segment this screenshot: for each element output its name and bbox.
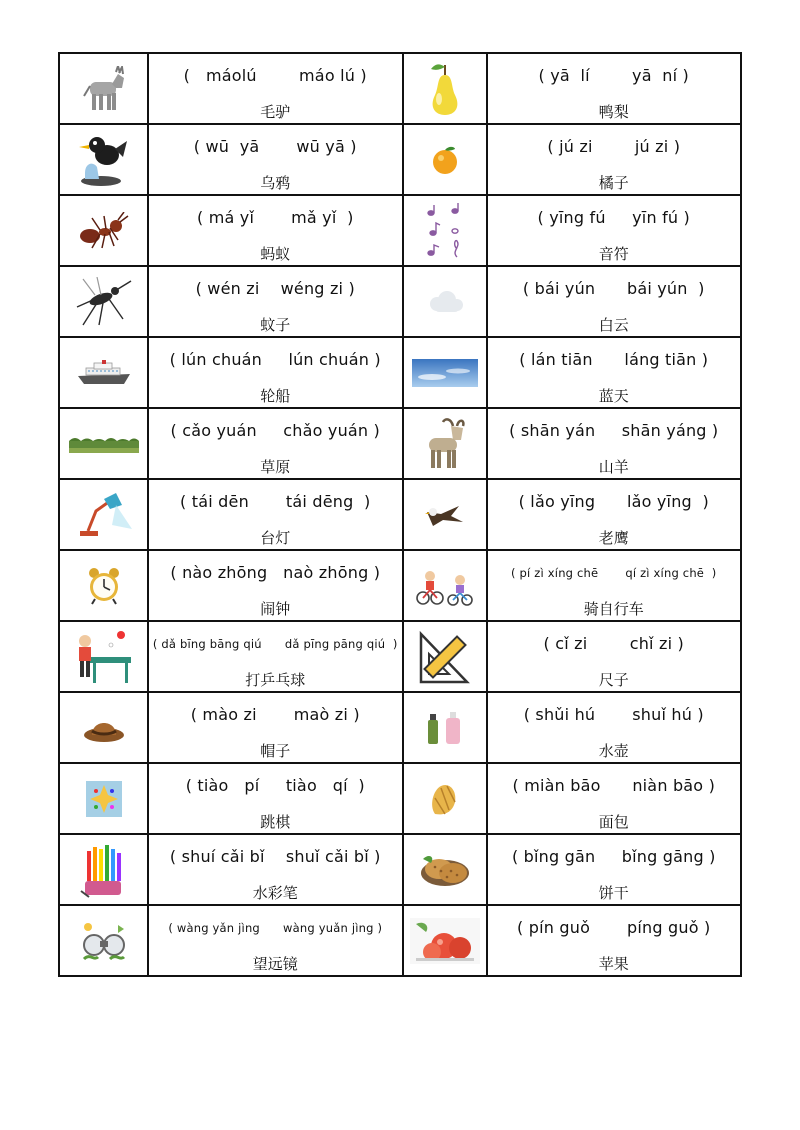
left-picture-cell — [59, 692, 148, 763]
chinese-word: 蚂蚁 — [260, 245, 291, 263]
left-picture-cell — [59, 550, 148, 621]
chinese-word: 轮船 — [260, 387, 291, 405]
left-word-cell — [148, 408, 403, 479]
right-word-cell — [487, 124, 742, 195]
right-picture-cell — [403, 53, 487, 124]
left-word-cell — [148, 621, 403, 692]
left-word-cell — [148, 479, 403, 550]
pinyin-choices: ( cǎo yuán chǎo yuán ) — [170, 421, 380, 440]
chinese-word: 打乒乓球 — [245, 671, 306, 689]
pinyin-choices: ( bái yún bái yún ) — [522, 279, 705, 298]
chinese-word: 苹果 — [598, 955, 629, 973]
donkey-icon — [60, 66, 147, 112]
right-word-cell — [487, 479, 742, 550]
music-notes-icon — [404, 203, 486, 259]
pinyin-choices: ( dǎ bīng bāng qiú dǎ pīng pāng qiú ) — [152, 637, 398, 651]
pinyin-choices: ( wū yā wū yā ) — [193, 137, 357, 156]
right-word-cell — [487, 905, 742, 976]
ant-icon — [60, 212, 147, 250]
left-word-cell — [148, 550, 403, 621]
chinese-word: 水壶 — [598, 742, 629, 760]
right-word-cell — [487, 763, 742, 834]
hat-icon — [60, 713, 147, 743]
right-picture-cell — [403, 834, 487, 905]
right-picture-cell — [403, 905, 487, 976]
worksheet-row — [59, 621, 741, 692]
left-picture-cell — [59, 195, 148, 266]
chinese-word: 水彩笔 — [252, 884, 298, 902]
right-picture-cell — [403, 479, 487, 550]
worksheet-row — [59, 337, 741, 408]
ruler-icon — [404, 630, 486, 684]
pinyin-choices: ( shuí cǎi bǐ shuǐ cǎi bǐ ) — [169, 847, 381, 866]
apple-icon — [404, 918, 486, 964]
pinyin-choices: ( miàn bāo niàn bāo ) — [512, 776, 716, 795]
worksheet-row — [59, 550, 741, 621]
chinese-word: 白云 — [598, 316, 629, 334]
pinyin-choices: ( tiào pí tiào qí ) — [185, 776, 365, 795]
pinyin-choices: ( lán tiān láng tiān ) — [519, 350, 709, 369]
worksheet-row — [59, 479, 741, 550]
chinese-word: 闹钟 — [260, 600, 291, 618]
worksheet-row — [59, 905, 741, 976]
left-word-cell — [148, 124, 403, 195]
pinyin-choices: ( cǐ zi chǐ zi ) — [543, 634, 684, 653]
chinese-word: 帽子 — [260, 742, 291, 760]
pinyin-choices: ( wén zi wéng zi ) — [195, 279, 355, 298]
chinese-word: 山羊 — [598, 458, 629, 476]
left-word-cell — [148, 53, 403, 124]
worksheet-row — [59, 834, 741, 905]
worksheet-row — [59, 692, 741, 763]
chinese-word: 橘子 — [598, 174, 629, 192]
blue-sky-icon — [404, 359, 486, 387]
left-picture-cell — [59, 479, 148, 550]
cloud-icon — [404, 290, 486, 314]
chinese-word: 老鹰 — [598, 529, 629, 547]
worksheet-row — [59, 53, 741, 124]
telescope-icon — [60, 919, 147, 963]
pinyin-choices: ( mào zi maò zi ) — [190, 705, 360, 724]
alarm-clock-icon — [60, 566, 147, 606]
desk-lamp-icon — [60, 493, 147, 537]
chinese-word: 草原 — [260, 458, 291, 476]
left-word-cell — [148, 266, 403, 337]
right-picture-cell — [403, 550, 487, 621]
chinese-word: 蓝天 — [598, 387, 629, 405]
right-picture-cell — [403, 266, 487, 337]
pinyin-choices: ( jú zi jú zi ) — [547, 137, 681, 156]
left-picture-cell — [59, 53, 148, 124]
right-picture-cell — [403, 408, 487, 479]
pinyin-choices: ( lún chuán lún chuán ) — [169, 350, 381, 369]
left-word-cell — [148, 763, 403, 834]
pinyin-choices: ( bǐng gān bǐng gāng ) — [511, 847, 716, 866]
chinese-word: 蚊子 — [260, 316, 291, 334]
right-word-cell — [487, 621, 742, 692]
biscuit-icon — [404, 851, 486, 889]
watercolor-pens-icon — [60, 841, 147, 899]
pinyin-choices: ( yīng fú yīn fú ) — [537, 208, 690, 227]
pinyin-choices: ( nào zhōng naò zhōng ) — [170, 563, 381, 582]
pinyin-choices: ( wàng yǎn jìng wàng yuǎn jìng ) — [168, 921, 383, 935]
water-bottle-icon — [404, 710, 486, 746]
left-picture-cell — [59, 834, 148, 905]
orange-icon — [404, 145, 486, 175]
pinyin-worksheet-table — [58, 52, 742, 977]
worksheet-row — [59, 124, 741, 195]
pinyin-choices: ( má yǐ mǎ yǐ ) — [196, 208, 354, 227]
pinyin-choices: ( máolú máo lú ) — [183, 66, 367, 85]
right-word-cell — [487, 550, 742, 621]
chinese-word: 台灯 — [260, 529, 291, 547]
right-word-cell — [487, 53, 742, 124]
eagle-icon — [404, 502, 486, 528]
chinese-word: 尺子 — [598, 671, 629, 689]
left-word-cell — [148, 905, 403, 976]
right-picture-cell — [403, 337, 487, 408]
grassland-icon — [60, 435, 147, 453]
left-word-cell — [148, 337, 403, 408]
chinese-word: 乌鸦 — [260, 174, 291, 192]
left-picture-cell — [59, 124, 148, 195]
worksheet-row — [59, 195, 741, 266]
worksheet-row — [59, 408, 741, 479]
bicycle-kids-icon — [404, 566, 486, 606]
chinese-word: 面包 — [598, 813, 629, 831]
left-word-cell — [148, 692, 403, 763]
left-word-cell — [148, 195, 403, 266]
right-picture-cell — [403, 195, 487, 266]
goat-icon — [404, 418, 486, 470]
left-picture-cell — [59, 905, 148, 976]
left-picture-cell — [59, 266, 148, 337]
right-word-cell — [487, 692, 742, 763]
ship-icon — [60, 360, 147, 386]
right-picture-cell — [403, 692, 487, 763]
chinese-word: 骑自行车 — [583, 600, 644, 618]
worksheet-row — [59, 266, 741, 337]
left-word-cell — [148, 834, 403, 905]
pinyin-choices: ( tái dēn tái dēng ) — [180, 492, 371, 511]
right-word-cell — [487, 195, 742, 266]
right-word-cell — [487, 408, 742, 479]
pinyin-choices: ( yā lí yā ní ) — [538, 66, 689, 85]
bread-icon — [404, 780, 486, 818]
chinese-word: 音符 — [598, 245, 629, 263]
left-picture-cell — [59, 763, 148, 834]
chinese-word: 饼干 — [598, 884, 629, 902]
right-word-cell — [487, 266, 742, 337]
ping-pong-icon — [60, 629, 147, 685]
chinese-word: 毛驴 — [260, 103, 291, 121]
left-picture-cell — [59, 621, 148, 692]
worksheet-row — [59, 763, 741, 834]
chinese-word: 鸭梨 — [598, 103, 629, 121]
pinyin-choices: ( shān yán shān yáng ) — [509, 421, 719, 440]
chinese-word: 跳棋 — [260, 813, 291, 831]
pinyin-choices: ( lǎo yīng lǎo yīng ) — [518, 492, 709, 511]
pear-icon — [404, 61, 486, 117]
left-picture-cell — [59, 408, 148, 479]
right-word-cell — [487, 337, 742, 408]
chinese-word: 望远镜 — [252, 955, 298, 973]
mosquito-icon — [60, 277, 147, 327]
right-picture-cell — [403, 621, 487, 692]
right-picture-cell — [403, 124, 487, 195]
right-word-cell — [487, 834, 742, 905]
right-picture-cell — [403, 763, 487, 834]
checkers-board-icon — [60, 781, 147, 817]
pinyin-choices: ( pí zì xíng chē qí zì xíng chē ) — [511, 566, 717, 580]
pinyin-choices: ( pín guǒ píng guǒ ) — [517, 918, 711, 937]
left-picture-cell — [59, 337, 148, 408]
pinyin-choices: ( shǔi hú shuǐ hú ) — [523, 705, 704, 724]
crow-icon — [60, 133, 147, 187]
